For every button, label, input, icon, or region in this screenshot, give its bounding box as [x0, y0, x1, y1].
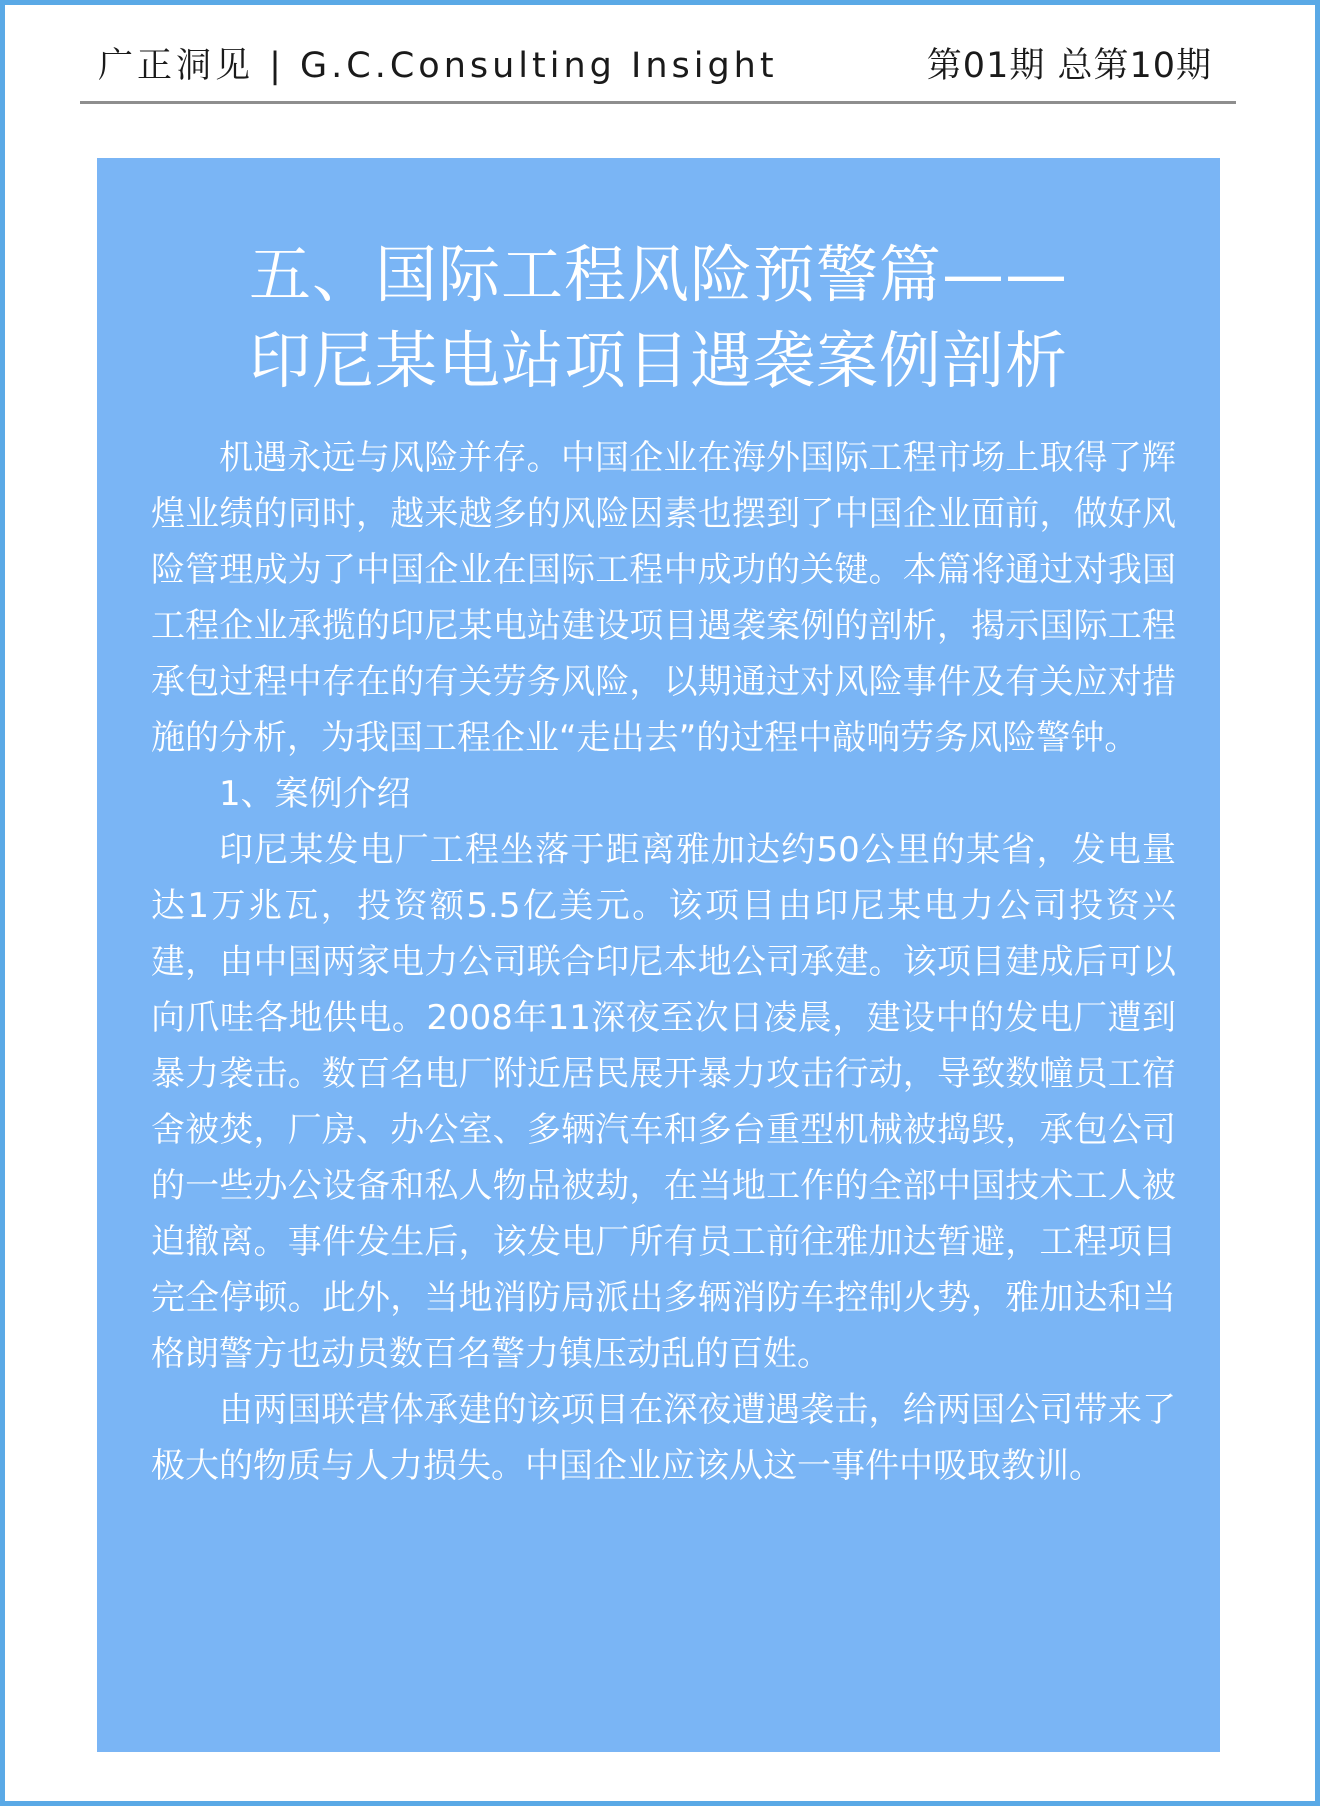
article-body — [151, 430, 1176, 1494]
case-paragraph-1: 印尼某发电厂工程坐落于距离雅加达约50公里的某省，发电量达1万兆瓦，投资额5.5亿美元。该项目由印尼某电力公司投资兴建，由中国两家电力公司联合印尼本地公司承建。该项目建成后可以向爪哇各地供电。2008年11深夜至次日凌晨，建设中的发电厂遭到暴力袭击。数百名电厂附近居民展开暴力攻击行动，导致数幢员工宿舍被焚，厂房、办公室、多辆汽车和多台重型机械被捣毁，承包公司的一些办公设备和私人物品被劫，在当地工作的全部中国技术工人被迫撤离。事件发生后，该发电厂所有员工前往雅加达暂避，工程项目完全停顿。此外，当地消防局派出多辆消防车控制火势，雅加达和当格朗警方也动员数百名警力镇压动乱的百姓。 — [151, 830, 1176, 1374]
article-title — [97, 232, 1220, 404]
article-title-line-2: 印尼某电站项目遇袭案例剖析 — [248, 324, 1068, 397]
section-heading-case-intro: 1、案例介绍 — [219, 774, 411, 814]
issue-number: 第01期 总第10期 — [926, 46, 1212, 86]
page-header — [98, 38, 1212, 88]
publication-name: 广正洞见 | G.C.Consulting Insight — [98, 46, 778, 86]
case-paragraph-2: 由两国联营体承建的该项目在深夜遭遇袭击，给两国公司带来了极大的物质与人力损失。中国企业应该从这一事件中吸取教训。 — [151, 1390, 1176, 1486]
header-divider — [80, 101, 1236, 104]
article-panel — [97, 158, 1220, 1752]
article-title-line-1: 五、国际工程风险预警篇—— — [248, 238, 1068, 311]
intro-paragraph: 机遇永远与风险并存。中国企业在海外国际工程市场上取得了辉煌业绩的同时，越来越多的风险因素也摆到了中国企业面前，做好风险管理成为了中国企业在国际工程中成功的关键。本篇将通过对我国工程企业承揽的印尼某电站建设项目遇袭案例的剖析，揭示国际工程承包过程中存在的有关劳务风险，以期通过对风险事件及有关应对措施的分析，为我国工程企业“走出去”的过程中敲响劳务风险警钟。 — [151, 438, 1176, 758]
